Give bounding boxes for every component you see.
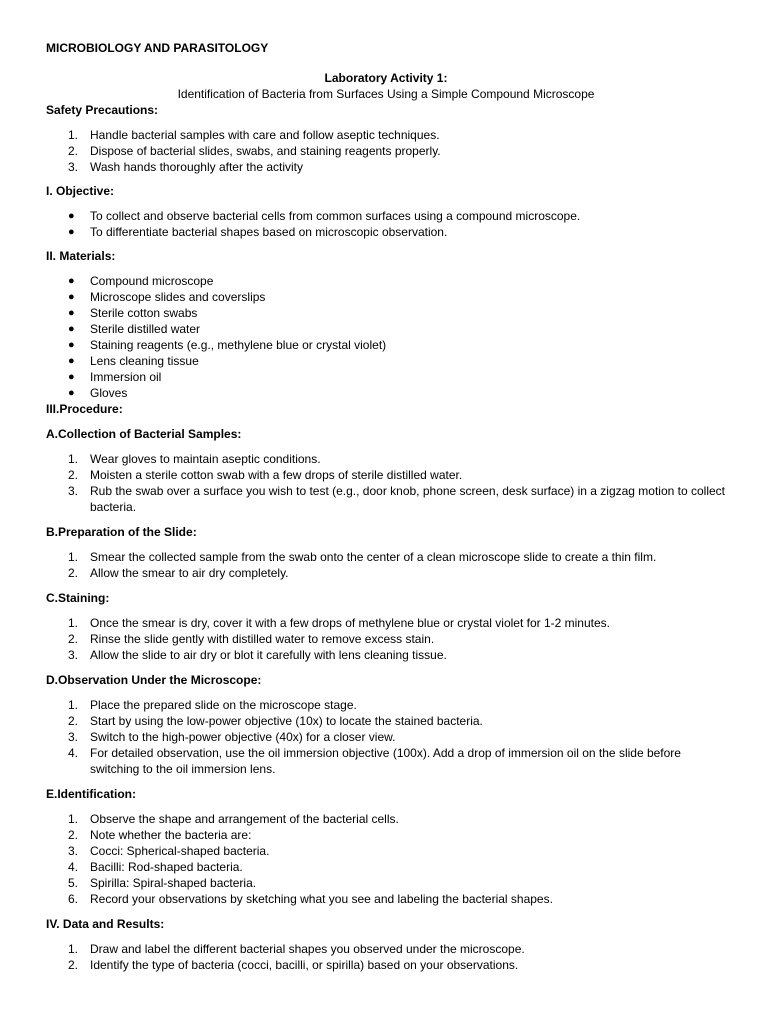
list-item [46, 143, 726, 159]
objective-list [46, 208, 726, 240]
procedure-a-list [46, 451, 726, 515]
list-item-text: Identify the type of bacteria (cocci, bacilli, or spirilla) based on your observations. [90, 958, 519, 972]
list-item-text: Note whether the bacteria are: [90, 828, 252, 842]
list-item [46, 289, 726, 305]
list-number: 2. [68, 468, 79, 482]
list-number: 2. [68, 632, 79, 646]
list-item [46, 941, 726, 957]
activity-number: Laboratory Activity 1: [324, 71, 448, 85]
list-item-text: Allow the slide to air dry or blot it carefully with lens cleaning tissue. [90, 648, 447, 662]
list-item [46, 875, 726, 891]
list-number: 2. [68, 144, 79, 158]
list-number: 5. [68, 876, 79, 890]
procedure-c-heading: C.Staining: [46, 591, 110, 605]
list-item [46, 811, 726, 827]
procedure-e-heading: E.Identification: [46, 787, 136, 801]
materials-list [46, 273, 726, 401]
list-item [46, 957, 726, 973]
list-number: 2. [68, 958, 79, 972]
bullet-icon: ● [68, 291, 75, 303]
list-item [46, 729, 726, 745]
bullet-icon: ● [68, 323, 75, 335]
list-item-text: To collect and observe bacterial cells from common surfaces using a compound microscope. [90, 209, 581, 223]
list-number: 3. [68, 648, 79, 662]
list-item-text: Spirilla: Spiral-shaped bacteria. [90, 876, 257, 890]
list-number: 1. [68, 452, 79, 466]
list-item-text: For detailed observation, use the oil immersion objective (100x). Add a drop of immersion oil on the slide before switching to the oil immersion lens. [90, 746, 681, 776]
list-item [46, 159, 726, 175]
list-item-text: Bacilli: Rod-shaped bacteria. [90, 860, 243, 874]
list-number: 3. [68, 160, 79, 174]
list-item-text: Wash hands thoroughly after the activity [90, 160, 303, 174]
list-item-text: Microscope slides and coverslips [90, 290, 266, 304]
list-item-text: Moisten a sterile cotton swab with a few drops of sterile distilled water. [90, 468, 463, 482]
list-item-text: Record your observations by sketching what you see and labeling the bacterial shapes. [90, 892, 553, 906]
list-item [46, 337, 726, 353]
list-item-text: Wear gloves to maintain aseptic conditions. [90, 452, 321, 466]
list-item [46, 467, 726, 483]
list-item [46, 385, 726, 401]
procedure-b-list [46, 549, 726, 581]
list-number: 1. [68, 550, 79, 564]
list-item-text: Sterile cotton swabs [90, 306, 198, 320]
list-item [46, 273, 726, 289]
list-item [46, 305, 726, 321]
procedure-e-list [46, 811, 726, 907]
list-item [46, 483, 726, 515]
activity-title: Identification of Bacteria from Surfaces Using a Simple Compound Microscope [177, 87, 595, 101]
list-item-text: Dispose of bacterial slides, swabs, and staining reagents properly. [90, 144, 441, 158]
procedure-b-heading: B.Preparation of the Slide: [46, 525, 197, 539]
list-item [46, 224, 726, 240]
objective-heading: I. Objective: [46, 184, 115, 198]
procedure-d-heading: D.Observation Under the Microscope: [46, 673, 262, 687]
list-item [46, 127, 726, 143]
list-number: 3. [68, 730, 79, 744]
list-item [46, 321, 726, 337]
list-item-text: Gloves [90, 386, 128, 400]
bullet-icon: ● [68, 275, 75, 287]
list-item [46, 549, 726, 565]
list-item [46, 647, 726, 663]
list-item-text: Allow the smear to air dry completely. [90, 566, 289, 580]
bullet-icon: ● [68, 210, 75, 222]
list-item [46, 827, 726, 843]
list-item-text: Sterile distilled water [90, 322, 201, 336]
list-number: 3. [68, 844, 79, 858]
bullet-icon: ● [68, 339, 75, 351]
list-item-text: Draw and label the different bacterial shapes you observed under the microscope. [90, 942, 525, 956]
safety-heading: Safety Precautions: [46, 103, 159, 117]
procedure-heading: III.Procedure: [46, 402, 123, 416]
list-item-text: Rinse the slide gently with distilled water to remove excess stain. [90, 632, 435, 646]
safety-list [46, 127, 726, 175]
list-item-text: Rub the swab over a surface you wish to test (e.g., door knob, phone screen, desk surface) in a zigzag motion to collect bacteria. [90, 484, 726, 514]
list-number: 1. [68, 942, 79, 956]
list-item [46, 451, 726, 467]
list-item [46, 615, 726, 631]
list-item-text: Lens cleaning tissue [90, 354, 199, 368]
list-item-text: Compound microscope [90, 274, 214, 288]
list-number: 1. [68, 616, 79, 630]
course-title: MICROBIOLOGY AND PARASITOLOGY [46, 41, 269, 55]
list-item [46, 208, 726, 224]
list-item-text: Smear the collected sample from the swab onto the center of a clean microscope slide to create a thin film. [90, 550, 657, 564]
list-item-text: To differentiate bacterial shapes based on microscopic observation. [90, 225, 448, 239]
list-item [46, 565, 726, 581]
list-item-text: Staining reagents (e.g., methylene blue or crystal violet) [90, 338, 387, 352]
list-item-text: Immersion oil [90, 370, 162, 384]
list-item [46, 843, 726, 859]
list-number: 1. [68, 128, 79, 142]
bullet-icon: ● [68, 387, 75, 399]
list-number: 2. [68, 566, 79, 580]
procedure-c-list [46, 615, 726, 663]
bullet-icon: ● [68, 371, 75, 383]
list-item [46, 713, 726, 729]
data-results-heading: IV. Data and Results: [46, 917, 165, 931]
list-number: 4. [68, 860, 79, 874]
list-item-text: Place the prepared slide on the microscope stage. [90, 698, 357, 712]
list-number: 1. [68, 698, 79, 712]
list-number: 3. [68, 484, 79, 498]
bullet-icon: ● [68, 307, 75, 319]
list-number: 6. [68, 892, 79, 906]
document-page [46, 40, 726, 973]
bullet-icon: ● [68, 355, 75, 367]
list-item [46, 745, 726, 777]
procedure-a-heading: A.Collection of Bacterial Samples: [46, 427, 242, 441]
data-results-list [46, 941, 726, 973]
materials-heading: II. Materials: [46, 249, 116, 263]
list-item-text: Switch to the high-power objective (40x) for a closer view. [90, 730, 396, 744]
bullet-icon: ● [68, 226, 75, 238]
procedure-d-list [46, 697, 726, 777]
list-item [46, 859, 726, 875]
list-item [46, 369, 726, 385]
list-item-text: Start by using the low-power objective (10x) to locate the stained bacteria. [90, 714, 483, 728]
list-item [46, 697, 726, 713]
list-number: 2. [68, 828, 79, 842]
list-item-text: Observe the shape and arrangement of the bacterial cells. [90, 812, 399, 826]
list-item [46, 631, 726, 647]
list-item-text: Once the smear is dry, cover it with a few drops of methylene blue or crystal violet for 1-2 minutes. [90, 616, 610, 630]
list-item-text: Handle bacterial samples with care and follow aseptic techniques. [90, 128, 440, 142]
list-item [46, 891, 726, 907]
list-item [46, 353, 726, 369]
list-number: 4. [68, 746, 79, 760]
list-item-text: Cocci: Spherical-shaped bacteria. [90, 844, 270, 858]
list-number: 2. [68, 714, 79, 728]
list-number: 1. [68, 812, 79, 826]
